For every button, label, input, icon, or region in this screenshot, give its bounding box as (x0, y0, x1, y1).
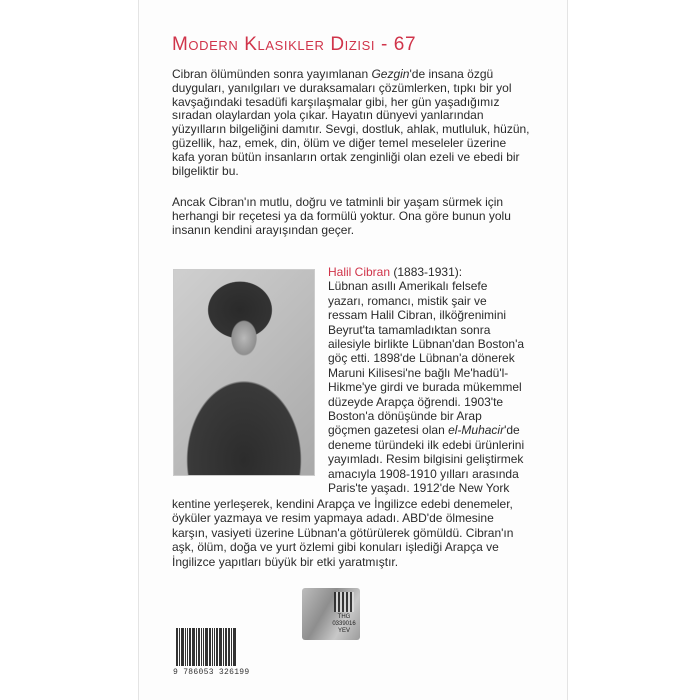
author-name: Halil Cibran (328, 265, 391, 279)
text-line (172, 151, 530, 165)
text-segment: yayımladı. Resim bilgisini geliştirmek (328, 452, 524, 467)
text-line (172, 165, 530, 179)
text-segment: öyküler yazmaya ve resim yapmaya adadı. ABD'de ölmesine (172, 511, 494, 526)
text-segment: sıradan olaylardan yola çıkar. Hayatın dünyevi yanlarından (172, 108, 484, 123)
text-segment: ailesiyle birlikte Lübnan'dan Boston'a (328, 337, 525, 352)
text-segment: deneme türündeki ilk edebi ürünlerini (328, 437, 525, 452)
isbn-number: 9 786053 326199 (173, 668, 250, 677)
text-line (172, 224, 511, 238)
text-segment: Lübnan asıllı Amerikalı felsefe (328, 279, 488, 294)
barcode-bar (181, 628, 184, 666)
barcode-bar (187, 628, 188, 666)
text-segment: insanın kendini arayışından geçer. (172, 222, 355, 237)
barcode-bar (196, 628, 197, 666)
text-segment: yazarı, romancı, mistik şair ve (328, 293, 487, 308)
barcode-bar (212, 628, 213, 666)
author-photo (173, 269, 315, 476)
barcode-bar (228, 628, 230, 666)
barcode (176, 628, 246, 666)
italic-title: Gezgin (371, 67, 410, 81)
barcode-bar (192, 628, 195, 666)
text-line (172, 511, 513, 525)
text-segment: göç etti. 1898'de Lübnan'a dönerek (328, 351, 515, 366)
text-segment: Maruni Kilisesi'ne bağlı Me'hadü'l- (328, 365, 509, 380)
text-segment: Beyrut'ta tamamladıktan sonra (328, 322, 491, 337)
barcode-bar (189, 628, 191, 666)
text-segment: güzellik, haz, emek, din, ölüm ve diğer temel meseleler üzerine (172, 135, 507, 150)
text-segment: duyguları, yanılgıları ve duraksamaları çözümlerken, tıpkı bir yol (172, 80, 512, 95)
text-line (172, 540, 513, 554)
text-line (172, 123, 530, 137)
hologram-line: 0339016 (332, 621, 356, 627)
bio-text-beside-photo (328, 279, 524, 495)
text-line (328, 452, 524, 466)
barcode-bar (225, 628, 227, 666)
text-segment: karşın, vasiyeti üzerine Lübnan'a götürülerek gömüldü. Cibran'ın (172, 525, 514, 540)
barcode-bar (231, 628, 232, 666)
text-segment: düzeyde Arapça öğrendi. 1903'te (328, 394, 504, 409)
barcode-bar (205, 628, 208, 666)
qr-code (334, 592, 354, 612)
barcode-bar (216, 628, 218, 666)
text-line (328, 351, 524, 365)
barcode-bar (198, 628, 200, 666)
bio-heading (328, 265, 462, 279)
text-segment: göçmen gazetesi olan (328, 423, 449, 438)
barcode-bar (223, 628, 224, 666)
text-line (328, 294, 524, 308)
bio-text-full-width (172, 497, 513, 569)
text-line (328, 395, 524, 409)
text-segment: bilgeliktir bu. (172, 163, 239, 178)
barcode-bar (185, 628, 186, 666)
description-paragraph-2 (172, 196, 511, 237)
text-segment: Ancak Cibran'ın mutlu, doğru ve tatminli bir yaşam sürmek için (172, 195, 504, 209)
series-title: Modern Klasikler Dizisi - 67 (172, 34, 417, 55)
text-segment: aşk, ölüm, doğa ve yurt özlemi gibi konuları işlediği Arapça ve (172, 540, 499, 555)
barcode-bar (214, 628, 215, 666)
text-line (328, 337, 524, 351)
author-years: (1883-1931): (390, 265, 463, 279)
text-segment: Boston'a dönüşünde bir Arap (328, 409, 482, 424)
text-segment: yüzyılların bilgeliğini damıtır. Sevgi, dostluk, ahlak, mutluluk, hüzün, (172, 122, 530, 137)
italic-title: el-Muhacir (448, 423, 505, 438)
text-line (172, 526, 513, 540)
hologram-code (329, 614, 359, 635)
text-line (328, 481, 524, 495)
text-segment: amacıyla 1908-1910 yılları arasında (328, 466, 519, 481)
text-segment: kentine yerleşerek, kendini Arapça ve İngilizce edebi denemeler, (172, 497, 513, 511)
text-segment: 'de insana özgü (409, 67, 494, 81)
text-segment: Paris'te yaşadı. 1912'de New York (328, 481, 510, 496)
text-line (172, 68, 530, 82)
text-segment: İngilizce yapıtları büyük bir etki yaratmıştır. (172, 554, 399, 569)
barcode-bar (176, 628, 178, 666)
text-segment: herhangi bir reçetesi ya da formülü yoktur. Ona göre bunun yolu (172, 208, 511, 223)
barcode-bar (201, 628, 202, 666)
text-line (172, 137, 530, 151)
text-line (172, 196, 511, 210)
text-line (172, 109, 530, 123)
text-segment: Hikme'ye girdi ve burada mükemmel (328, 380, 522, 395)
text-line (328, 380, 524, 394)
text-line (328, 438, 524, 452)
barcode-bar (209, 628, 211, 666)
hologram-line: THG (337, 614, 351, 620)
text-segment: 'de (504, 423, 520, 438)
text-line (328, 366, 524, 380)
text-line (172, 210, 511, 224)
text-segment: Cibran ölümünden sonra yayımlanan (172, 67, 372, 81)
text-line (328, 467, 524, 481)
hologram-line: YEV (337, 628, 350, 634)
text-segment: ressam Halil Cibran, ilköğrenimini (328, 308, 507, 323)
barcode-bar (219, 628, 222, 666)
text-segment: kavşağındaki tesadüfi karşılaşmalar gibi, her gün yaşadığımız (172, 94, 500, 109)
text-line (172, 82, 530, 96)
text-segment: kafa yoran bütün insanların ortak zenginliği olan ezeli ve ebedi bir (172, 149, 520, 164)
text-line (328, 423, 524, 437)
barcode-bar (179, 628, 180, 666)
text-line (172, 96, 530, 110)
barcode-bar (203, 628, 204, 666)
description-paragraph-1 (172, 68, 530, 178)
text-line (172, 497, 513, 511)
barcode-bar (233, 628, 236, 666)
text-line (328, 279, 524, 293)
text-line (328, 323, 524, 337)
text-line (328, 409, 524, 423)
text-line (328, 308, 524, 322)
text-line (172, 555, 513, 569)
